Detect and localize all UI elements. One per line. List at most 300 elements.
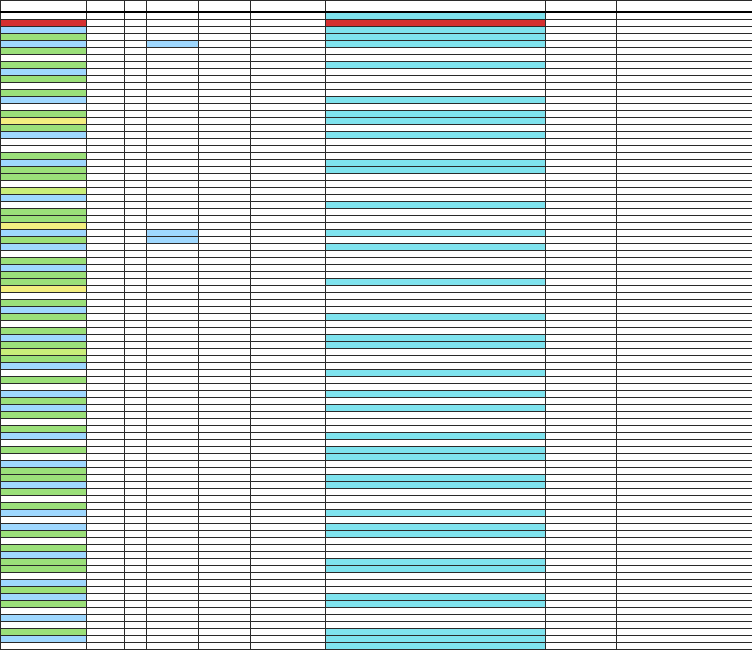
cell-h[interactable] — [546, 34, 617, 41]
cell-b[interactable] — [87, 153, 125, 160]
cell-h[interactable] — [546, 216, 617, 223]
cell-d[interactable] — [147, 433, 199, 440]
cell-g[interactable] — [326, 118, 546, 125]
cell-i[interactable] — [617, 447, 752, 454]
cell-f[interactable] — [251, 188, 326, 195]
cell-e[interactable] — [199, 125, 251, 132]
cell-h[interactable] — [546, 573, 617, 580]
cell-i[interactable] — [617, 321, 752, 328]
cell-f[interactable] — [251, 272, 326, 279]
column-header-i[interactable] — [617, 1, 752, 13]
cell-f[interactable] — [251, 48, 326, 55]
cell-e[interactable] — [199, 83, 251, 90]
cell-f[interactable] — [251, 531, 326, 538]
cell-f[interactable] — [251, 202, 326, 209]
cell-d[interactable] — [147, 405, 199, 412]
cell-b[interactable] — [87, 573, 125, 580]
cell-d[interactable] — [147, 27, 199, 34]
cell-c[interactable] — [125, 419, 147, 426]
cell-g[interactable] — [326, 139, 546, 146]
cell-d[interactable] — [147, 566, 199, 573]
cell-g[interactable] — [326, 335, 546, 342]
cell-g[interactable] — [326, 517, 546, 524]
cell-i[interactable] — [617, 160, 752, 167]
cell-h[interactable] — [546, 370, 617, 377]
cell-d[interactable] — [147, 335, 199, 342]
cell-a[interactable] — [1, 48, 87, 55]
cell-d[interactable] — [147, 55, 199, 62]
cell-f[interactable] — [251, 132, 326, 139]
cell-b[interactable] — [87, 356, 125, 363]
cell-g[interactable] — [326, 223, 546, 230]
cell-a[interactable] — [1, 510, 87, 517]
cell-b[interactable] — [87, 69, 125, 76]
cell-b[interactable] — [87, 587, 125, 594]
cell-e[interactable] — [199, 132, 251, 139]
cell-a[interactable] — [1, 20, 87, 27]
cell-g[interactable] — [326, 468, 546, 475]
cell-i[interactable] — [617, 62, 752, 69]
cell-c[interactable] — [125, 629, 147, 636]
cell-g[interactable] — [326, 160, 546, 167]
cell-c[interactable] — [125, 440, 147, 447]
cell-c[interactable] — [125, 258, 147, 265]
cell-e[interactable] — [199, 34, 251, 41]
cell-g[interactable] — [326, 489, 546, 496]
cell-h[interactable] — [546, 643, 617, 650]
cell-h[interactable] — [546, 272, 617, 279]
cell-e[interactable] — [199, 363, 251, 370]
cell-f[interactable] — [251, 111, 326, 118]
cell-f[interactable] — [251, 181, 326, 188]
cell-i[interactable] — [617, 356, 752, 363]
cell-b[interactable] — [87, 461, 125, 468]
cell-g[interactable] — [326, 510, 546, 517]
column-header-a[interactable] — [1, 1, 87, 13]
cell-e[interactable] — [199, 41, 251, 48]
cell-f[interactable] — [251, 153, 326, 160]
cell-c[interactable] — [125, 601, 147, 608]
cell-i[interactable] — [617, 230, 752, 237]
cell-c[interactable] — [125, 104, 147, 111]
cell-d[interactable] — [147, 20, 199, 27]
cell-h[interactable] — [546, 475, 617, 482]
cell-d[interactable] — [147, 328, 199, 335]
cell-a[interactable] — [1, 440, 87, 447]
cell-d[interactable] — [147, 48, 199, 55]
cell-g[interactable] — [326, 307, 546, 314]
cell-a[interactable] — [1, 335, 87, 342]
cell-g[interactable] — [326, 90, 546, 97]
cell-c[interactable] — [125, 545, 147, 552]
cell-e[interactable] — [199, 349, 251, 356]
cell-b[interactable] — [87, 307, 125, 314]
cell-i[interactable] — [617, 454, 752, 461]
cell-g[interactable] — [326, 195, 546, 202]
cell-e[interactable] — [199, 328, 251, 335]
cell-h[interactable] — [546, 300, 617, 307]
cell-e[interactable] — [199, 524, 251, 531]
cell-i[interactable] — [617, 12, 752, 20]
cell-h[interactable] — [546, 321, 617, 328]
cell-e[interactable] — [199, 440, 251, 447]
cell-f[interactable] — [251, 160, 326, 167]
cell-g[interactable] — [326, 370, 546, 377]
cell-d[interactable] — [147, 181, 199, 188]
cell-i[interactable] — [617, 545, 752, 552]
cell-f[interactable] — [251, 573, 326, 580]
cell-d[interactable] — [147, 132, 199, 139]
cell-f[interactable] — [251, 566, 326, 573]
cell-c[interactable] — [125, 398, 147, 405]
cell-h[interactable] — [546, 188, 617, 195]
cell-b[interactable] — [87, 251, 125, 258]
cell-g[interactable] — [326, 552, 546, 559]
cell-d[interactable] — [147, 440, 199, 447]
cell-c[interactable] — [125, 384, 147, 391]
cell-g[interactable] — [326, 132, 546, 139]
cell-e[interactable] — [199, 258, 251, 265]
cell-g[interactable] — [326, 181, 546, 188]
cell-g[interactable] — [326, 300, 546, 307]
cell-a[interactable] — [1, 622, 87, 629]
cell-i[interactable] — [617, 125, 752, 132]
cell-g[interactable] — [326, 48, 546, 55]
cell-e[interactable] — [199, 538, 251, 545]
cell-h[interactable] — [546, 419, 617, 426]
cell-a[interactable] — [1, 475, 87, 482]
cell-f[interactable] — [251, 146, 326, 153]
cell-g[interactable] — [326, 412, 546, 419]
cell-e[interactable] — [199, 20, 251, 27]
cell-e[interactable] — [199, 293, 251, 300]
cell-c[interactable] — [125, 608, 147, 615]
cell-e[interactable] — [199, 587, 251, 594]
cell-b[interactable] — [87, 608, 125, 615]
cell-e[interactable] — [199, 230, 251, 237]
cell-b[interactable] — [87, 447, 125, 454]
cell-h[interactable] — [546, 265, 617, 272]
cell-c[interactable] — [125, 573, 147, 580]
cell-h[interactable] — [546, 468, 617, 475]
cell-e[interactable] — [199, 209, 251, 216]
cell-g[interactable] — [326, 293, 546, 300]
cell-e[interactable] — [199, 370, 251, 377]
cell-f[interactable] — [251, 342, 326, 349]
cell-b[interactable] — [87, 244, 125, 251]
cell-e[interactable] — [199, 454, 251, 461]
cell-g[interactable] — [326, 55, 546, 62]
cell-b[interactable] — [87, 335, 125, 342]
cell-d[interactable] — [147, 608, 199, 615]
cell-a[interactable] — [1, 356, 87, 363]
cell-e[interactable] — [199, 489, 251, 496]
cell-a[interactable] — [1, 405, 87, 412]
cell-b[interactable] — [87, 524, 125, 531]
cell-b[interactable] — [87, 398, 125, 405]
cell-h[interactable] — [546, 461, 617, 468]
cell-e[interactable] — [199, 629, 251, 636]
cell-g[interactable] — [326, 41, 546, 48]
cell-g[interactable] — [326, 377, 546, 384]
cell-h[interactable] — [546, 440, 617, 447]
cell-e[interactable] — [199, 286, 251, 293]
cell-f[interactable] — [251, 510, 326, 517]
cell-b[interactable] — [87, 454, 125, 461]
cell-b[interactable] — [87, 202, 125, 209]
cell-a[interactable] — [1, 412, 87, 419]
cell-c[interactable] — [125, 622, 147, 629]
cell-h[interactable] — [546, 209, 617, 216]
cell-d[interactable] — [147, 293, 199, 300]
cell-e[interactable] — [199, 118, 251, 125]
cell-i[interactable] — [617, 503, 752, 510]
cell-d[interactable] — [147, 251, 199, 258]
cell-e[interactable] — [199, 615, 251, 622]
cell-a[interactable] — [1, 230, 87, 237]
cell-g[interactable] — [326, 461, 546, 468]
cell-g[interactable] — [326, 601, 546, 608]
cell-c[interactable] — [125, 223, 147, 230]
cell-h[interactable] — [546, 517, 617, 524]
cell-b[interactable] — [87, 384, 125, 391]
cell-f[interactable] — [251, 223, 326, 230]
cell-g[interactable] — [326, 188, 546, 195]
cell-a[interactable] — [1, 482, 87, 489]
cell-i[interactable] — [617, 573, 752, 580]
cell-b[interactable] — [87, 286, 125, 293]
cell-h[interactable] — [546, 587, 617, 594]
column-header-e[interactable] — [199, 1, 251, 13]
cell-e[interactable] — [199, 55, 251, 62]
cell-d[interactable] — [147, 629, 199, 636]
cell-b[interactable] — [87, 167, 125, 174]
cell-g[interactable] — [326, 125, 546, 132]
cell-c[interactable] — [125, 349, 147, 356]
cell-i[interactable] — [617, 34, 752, 41]
cell-c[interactable] — [125, 517, 147, 524]
cell-g[interactable] — [326, 384, 546, 391]
cell-c[interactable] — [125, 594, 147, 601]
cell-f[interactable] — [251, 587, 326, 594]
cell-e[interactable] — [199, 160, 251, 167]
cell-f[interactable] — [251, 559, 326, 566]
cell-h[interactable] — [546, 307, 617, 314]
cell-e[interactable] — [199, 202, 251, 209]
cell-f[interactable] — [251, 55, 326, 62]
cell-c[interactable] — [125, 489, 147, 496]
cell-g[interactable] — [326, 398, 546, 405]
cell-i[interactable] — [617, 524, 752, 531]
cell-d[interactable] — [147, 447, 199, 454]
cell-e[interactable] — [199, 475, 251, 482]
cell-f[interactable] — [251, 118, 326, 125]
cell-d[interactable] — [147, 482, 199, 489]
cell-f[interactable] — [251, 496, 326, 503]
cell-b[interactable] — [87, 629, 125, 636]
cell-i[interactable] — [617, 237, 752, 244]
cell-a[interactable] — [1, 69, 87, 76]
cell-i[interactable] — [617, 202, 752, 209]
cell-c[interactable] — [125, 62, 147, 69]
cell-d[interactable] — [147, 524, 199, 531]
cell-f[interactable] — [251, 90, 326, 97]
cell-f[interactable] — [251, 76, 326, 83]
cell-f[interactable] — [251, 461, 326, 468]
cell-i[interactable] — [617, 391, 752, 398]
cell-h[interactable] — [546, 405, 617, 412]
cell-e[interactable] — [199, 608, 251, 615]
cell-h[interactable] — [546, 398, 617, 405]
cell-a[interactable] — [1, 167, 87, 174]
cell-e[interactable] — [199, 62, 251, 69]
cell-g[interactable] — [326, 405, 546, 412]
cell-b[interactable] — [87, 48, 125, 55]
cell-a[interactable] — [1, 447, 87, 454]
cell-f[interactable] — [251, 580, 326, 587]
cell-a[interactable] — [1, 258, 87, 265]
cell-c[interactable] — [125, 83, 147, 90]
cell-f[interactable] — [251, 552, 326, 559]
cell-h[interactable] — [546, 503, 617, 510]
cell-d[interactable] — [147, 594, 199, 601]
cell-h[interactable] — [546, 342, 617, 349]
cell-f[interactable] — [251, 545, 326, 552]
cell-g[interactable] — [326, 237, 546, 244]
cell-e[interactable] — [199, 622, 251, 629]
cell-c[interactable] — [125, 636, 147, 643]
cell-h[interactable] — [546, 412, 617, 419]
cell-a[interactable] — [1, 601, 87, 608]
cell-c[interactable] — [125, 559, 147, 566]
cell-g[interactable] — [326, 615, 546, 622]
cell-d[interactable] — [147, 188, 199, 195]
cell-f[interactable] — [251, 517, 326, 524]
cell-g[interactable] — [326, 566, 546, 573]
cell-b[interactable] — [87, 293, 125, 300]
cell-c[interactable] — [125, 580, 147, 587]
cell-f[interactable] — [251, 20, 326, 27]
cell-f[interactable] — [251, 209, 326, 216]
cell-c[interactable] — [125, 447, 147, 454]
cell-e[interactable] — [199, 643, 251, 650]
cell-d[interactable] — [147, 139, 199, 146]
cell-f[interactable] — [251, 27, 326, 34]
cell-d[interactable] — [147, 265, 199, 272]
cell-i[interactable] — [617, 251, 752, 258]
cell-c[interactable] — [125, 69, 147, 76]
cell-c[interactable] — [125, 230, 147, 237]
cell-f[interactable] — [251, 321, 326, 328]
cell-d[interactable] — [147, 573, 199, 580]
cell-d[interactable] — [147, 517, 199, 524]
cell-i[interactable] — [617, 279, 752, 286]
cell-g[interactable] — [326, 447, 546, 454]
cell-g[interactable] — [326, 265, 546, 272]
cell-b[interactable] — [87, 209, 125, 216]
cell-e[interactable] — [199, 447, 251, 454]
cell-g[interactable] — [326, 174, 546, 181]
cell-h[interactable] — [546, 244, 617, 251]
cell-b[interactable] — [87, 349, 125, 356]
cell-b[interactable] — [87, 132, 125, 139]
cell-b[interactable] — [87, 223, 125, 230]
cell-a[interactable] — [1, 62, 87, 69]
cell-h[interactable] — [546, 328, 617, 335]
cell-f[interactable] — [251, 139, 326, 146]
cell-d[interactable] — [147, 104, 199, 111]
cell-a[interactable] — [1, 104, 87, 111]
cell-d[interactable] — [147, 34, 199, 41]
cell-i[interactable] — [617, 629, 752, 636]
column-header-b[interactable] — [87, 1, 125, 13]
cell-c[interactable] — [125, 510, 147, 517]
cell-b[interactable] — [87, 160, 125, 167]
cell-d[interactable] — [147, 615, 199, 622]
cell-g[interactable] — [326, 426, 546, 433]
cell-c[interactable] — [125, 363, 147, 370]
cell-h[interactable] — [546, 524, 617, 531]
cell-a[interactable] — [1, 181, 87, 188]
cell-d[interactable] — [147, 468, 199, 475]
cell-a[interactable] — [1, 531, 87, 538]
cell-a[interactable] — [1, 559, 87, 566]
cell-f[interactable] — [251, 454, 326, 461]
cell-f[interactable] — [251, 279, 326, 286]
cell-b[interactable] — [87, 237, 125, 244]
cell-b[interactable] — [87, 566, 125, 573]
cell-e[interactable] — [199, 307, 251, 314]
cell-g[interactable] — [326, 475, 546, 482]
cell-c[interactable] — [125, 125, 147, 132]
cell-i[interactable] — [617, 139, 752, 146]
cell-d[interactable] — [147, 370, 199, 377]
cell-d[interactable] — [147, 349, 199, 356]
cell-e[interactable] — [199, 223, 251, 230]
cell-a[interactable] — [1, 160, 87, 167]
cell-d[interactable] — [147, 426, 199, 433]
cell-e[interactable] — [199, 552, 251, 559]
cell-b[interactable] — [87, 412, 125, 419]
cell-c[interactable] — [125, 188, 147, 195]
cell-f[interactable] — [251, 195, 326, 202]
cell-i[interactable] — [617, 566, 752, 573]
cell-b[interactable] — [87, 377, 125, 384]
cell-d[interactable] — [147, 643, 199, 650]
cell-e[interactable] — [199, 482, 251, 489]
cell-i[interactable] — [617, 552, 752, 559]
cell-f[interactable] — [251, 433, 326, 440]
cell-e[interactable] — [199, 580, 251, 587]
cell-b[interactable] — [87, 433, 125, 440]
cell-c[interactable] — [125, 307, 147, 314]
cell-f[interactable] — [251, 377, 326, 384]
cell-a[interactable] — [1, 300, 87, 307]
cell-a[interactable] — [1, 314, 87, 321]
cell-d[interactable] — [147, 90, 199, 97]
cell-h[interactable] — [546, 69, 617, 76]
cell-i[interactable] — [617, 209, 752, 216]
cell-i[interactable] — [617, 286, 752, 293]
cell-d[interactable] — [147, 601, 199, 608]
cell-f[interactable] — [251, 286, 326, 293]
cell-g[interactable] — [326, 251, 546, 258]
cell-b[interactable] — [87, 83, 125, 90]
cell-i[interactable] — [617, 97, 752, 104]
cell-g[interactable] — [326, 258, 546, 265]
cell-i[interactable] — [617, 48, 752, 55]
cell-a[interactable] — [1, 244, 87, 251]
